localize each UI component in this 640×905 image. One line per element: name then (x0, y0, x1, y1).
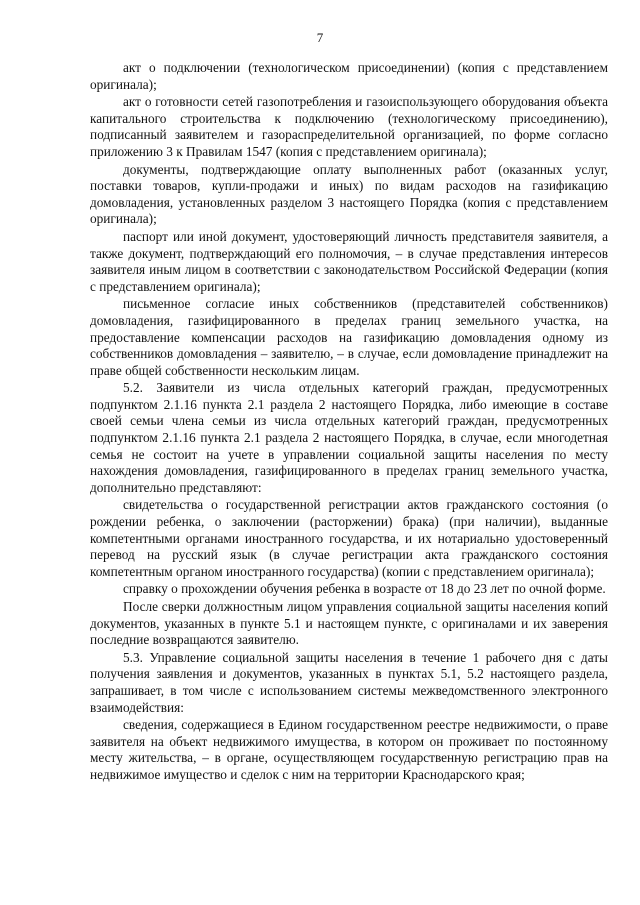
paragraph-connection-act: акт о подключении (технологическом присоединении) (копия с представлением оригинала); (90, 60, 608, 92)
paragraph-owners-consent: письменное согласие иных собственников (представителей собственников) домовладения, газифицированного в пределах границ земельного участка, на предоставление компенсации расходов на газификацию домовладения одному из собственников домовладения – заявителю, – в случае, если домовладение принадлежит на праве общей собственности нескольким лицам. (90, 296, 608, 378)
paragraph-civil-status-certificates: свидетельства о государственной регистрации актов гражданского состояния (о рождении ребенка, о заключении (расторжении) брака) (при наличии), выданные компетентными органами иностранного государства, и их нотариально удостоверенный перевод на русский язык (в случае регистрации акта гражданского состояния компетентным органом иностранного государства) (копии с представлением оригинала); (90, 497, 608, 579)
paragraph-representative-passport: паспорт или иной документ, удостоверяющий личность представителя заявителя, а также документ, подтверждающий его полномочия, – в случае представления интересов заявителя иным лицом в соответствии с законодательством Российской Федерации (копия с представлением оригинала); (90, 228, 608, 294)
paragraph-5-3: 5.3. Управление социальной защиты населения в течение 1 рабочего дня с даты получения заявления и документов, указанных в пунктах 5.1, 5.2 настоящего раздела, запрашивает, в том числе с использованием системы межведомственного электронного взаимодействия: (90, 649, 608, 715)
document-body (90, 60, 608, 785)
paragraph-study-certificate: справку о прохождении обучения ребенка в возрасте от 18 до 23 лет по очной форме. (123, 581, 606, 597)
paragraph-5-2: 5.2. Заявители из числа отдельных категорий граждан, предусмотренных подпунктом 2.1.16 пункта 2.1 раздела 2 настоящего Порядка, либо имеющие в составе своей семьи члена семьи из числа отдельных категорий граждан, предусмотренных подпунктом 2.1.16 пункта 2.1 раздела 2 настоящего Порядка, в случае, если многодетная семья не состоит на учете в управлении социальной защиты населения по месту нахождения домовладения, газифицированного в пределах границ земельного участка, дополнительно представляют: (90, 380, 608, 495)
paragraph-verification: После сверки должностным лицом управления социальной защиты населения копий документов, указанных в пункте 5.1 и настоящем пункте, с оригиналами и их заверения последние возвращаются заявителю. (90, 599, 608, 648)
paragraph-payment-documents: документы, подтверждающие оплату выполненных работ (оказанных услуг, поставки товаров, купли-продажи и иных) по видам расходов на газификацию домовладения, установленных разделом 3 настоящего Порядка (копия с представлением оригинала); (90, 161, 608, 227)
paragraph-readiness-act: акт о готовности сетей газопотребления и газоиспользующего оборудования объекта капитального строительства к подключению (технологическому присоединению), подписанный заявителем и газораспределительной организацией, по форме согласно приложению 3 к Правилам 1547 (копия с представлением оригинала); (90, 94, 608, 159)
paragraph-real-estate-registry: сведения, содержащиеся в Едином государственном реестре недвижимости, о праве заявителя на объект недвижимого имущества, в котором он проживает по постоянному месту жительства, – в органе, осуществляющем государственную регистрацию прав на недвижимое имущество и сделок с ним на территории Краснодарского края; (90, 717, 608, 782)
page-number: 7 (316, 30, 324, 45)
